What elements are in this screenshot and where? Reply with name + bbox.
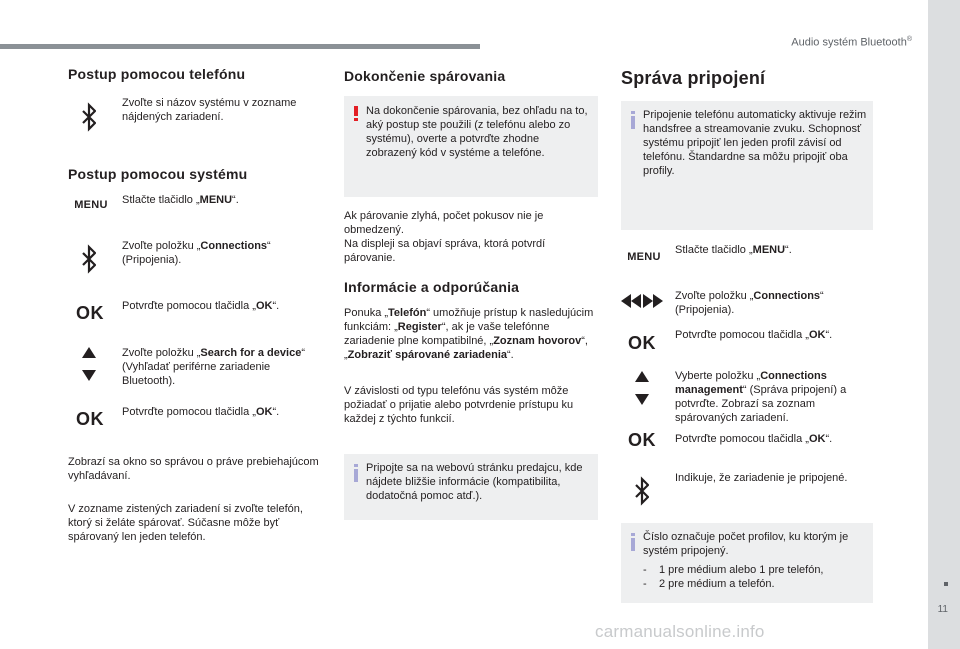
menu-icon: MENU (627, 251, 661, 263)
heading-info-recommendations: Informácie a odporúčania (344, 279, 520, 295)
ok-icon: OK (76, 302, 104, 323)
system-step-5: Potvrďte pomocou tlačidla „OK“. (122, 406, 280, 418)
ok-icon: OK (628, 429, 656, 450)
phone-menu-paragraph: Ponuka „Telefón“ umožňuje prístup k nasledujúcim funkciám: „Register“, ak je vaše telefónne zariadenie plne kompatibilné, „Zoznam hovorov“, „Zobraziť spárované zariadenia“. (344, 307, 594, 361)
system-step-3: Potvrďte pomocou tlačidla „OK“. (122, 300, 280, 312)
warning-icon (354, 106, 358, 120)
bluetooth-icon (631, 474, 653, 508)
menu-icon: MENU (74, 199, 108, 211)
section-title: Audio systém Bluetooth® (791, 36, 912, 49)
warning-box (344, 96, 598, 197)
up-down-arrows-icon (631, 368, 653, 408)
system-step-4: Zvoľte položku „Search for a device“ (Vyhľadať periférne zariadenie Bluetooth). (122, 347, 305, 387)
bluetooth-icon (78, 242, 100, 276)
up-down-arrows-icon (78, 344, 100, 384)
heading-connection-management: Správa pripojení (621, 68, 766, 88)
heading-phone-procedure: Postup pomocou telefónu (68, 66, 246, 82)
watermark: carmanualsonline.info (595, 622, 765, 641)
header-accent-bar (0, 44, 480, 49)
list-dash: - (643, 564, 647, 576)
system-step-1: Stlačte tlačidlo „MENU“. (122, 194, 239, 206)
info-text: Číslo označuje počet profilov, ku ktorým je systém pripojený. (643, 531, 849, 557)
info-box (344, 454, 598, 520)
ok-icon: OK (76, 408, 104, 429)
list-item: 2 pre médium a telefón. (659, 578, 775, 590)
management-step-1: Stlačte tlačidlo „MENU“. (675, 244, 792, 256)
list-item: 1 pre médium alebo 1 pre telefón, (659, 564, 824, 576)
ok-icon: OK (628, 332, 656, 353)
select-phone-paragraph: V zozname zistených zariadení si zvoľte telefón, ktorý si želáte spárovať. Súčasne môže byť spárovaný len jeden telefón. (68, 503, 303, 543)
bluetooth-icon (78, 100, 100, 134)
page-marker (944, 582, 948, 586)
searching-paragraph: Zobrazí sa okno so správou o práve prebiehajúcom vyhľadávaní. (68, 456, 319, 482)
page-number: 11 (937, 604, 948, 615)
info-icon (631, 533, 635, 551)
warning-text: Na dokončenie spárovania, bez ohľadu na to, aký postup ste použili (z telefónu alebo zo systému), overte a potvrďte zhodne zobrazený kód v systéme a telefóne. (366, 105, 588, 159)
management-step-4: Vyberte položku „Connections management“ (Správa pripojení) a potvrďte. Zobrazí sa zoznam spárovaných zariadení. (675, 370, 847, 424)
management-step-2: Zvoľte položku „Connections“ (Pripojenia). (675, 290, 824, 316)
connected-indicator-text: Indikuje, že zariadenie je pripojené. (675, 472, 848, 484)
heading-pairing-completion: Dokončenie spárovania (344, 68, 506, 84)
access-permission-paragraph: V závislosti od typu telefónu vás systém môže požiadať o prijatie alebo potvrdenie prístupu ku každej z týchto funkcií. (344, 385, 574, 425)
management-step-3: Potvrďte pomocou tlačidla „OK“. (675, 329, 833, 341)
info-box (621, 101, 873, 230)
management-step-5: Potvrďte pomocou tlačidla „OK“. (675, 433, 833, 445)
system-step-2: Zvoľte položku „Connections“ (Pripojenia). (122, 240, 271, 266)
info-text: Pripojenie telefónu automaticky aktivuje režim handsfree a streamovanie zvuku. Schopnosť systému pripojiť len jeden profil závisí od telefónu. Štandardne sa môžu pripojiť oba profily. (643, 109, 867, 177)
heading-system-procedure: Postup pomocou systému (68, 166, 248, 182)
page-sidebar-strip (928, 0, 960, 649)
pairing-retry-text: Ak párovanie zlyhá, počet pokusov nie je obmedzený. Na displeji sa objaví správa, ktorá potvrdí párovanie. (344, 210, 546, 264)
info-box (621, 523, 873, 603)
info-icon (354, 464, 358, 482)
info-text: Pripojte sa na webovú stránku predajcu, kde nájdete bližšie informácie (kompatibilita, dodatočná pomoc atď.). (366, 462, 583, 502)
info-icon (631, 111, 635, 129)
phone-step-text: Zvoľte si názov systému v zozname nájdených zariadení. (122, 97, 297, 123)
list-dash: - (643, 578, 647, 590)
left-right-arrows-icon (620, 292, 664, 310)
